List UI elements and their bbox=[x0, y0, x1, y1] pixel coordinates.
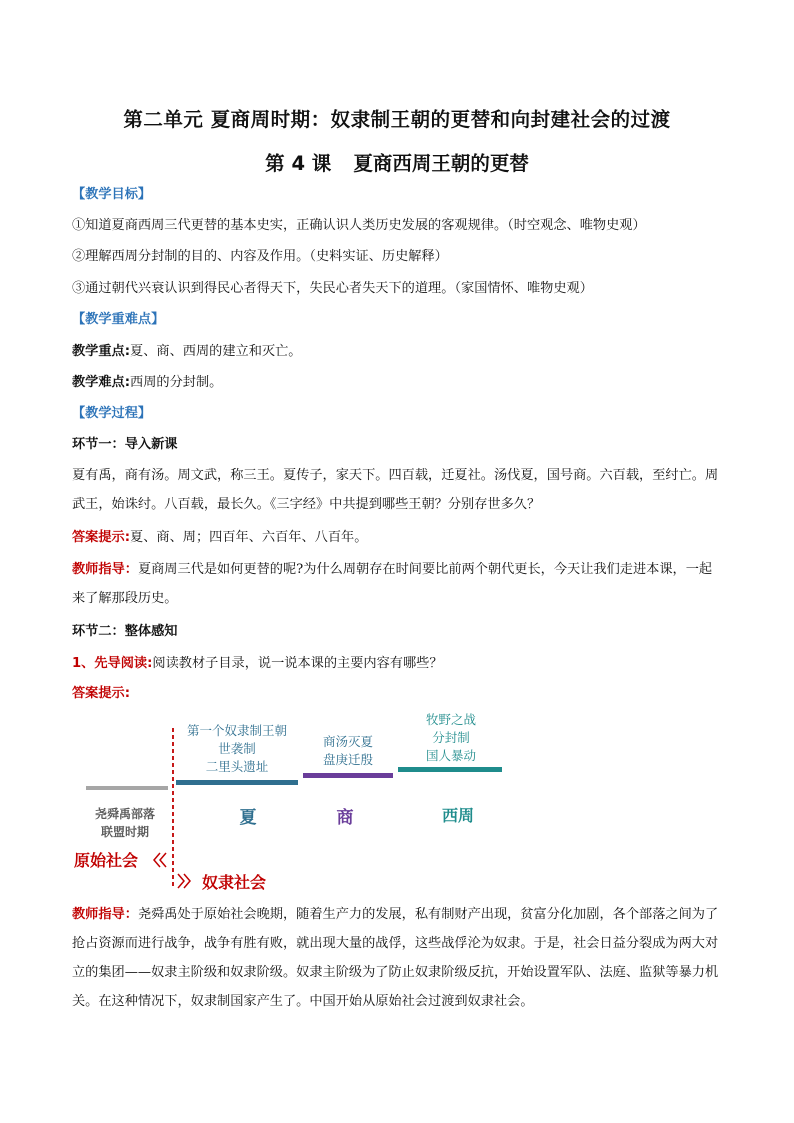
difficulty-text: 西周的分封制。 bbox=[130, 375, 223, 390]
shang-label: 商 bbox=[336, 808, 354, 828]
objective-3: ③通过朝代兴衰认识到得民心者得天下，失民心者失天下的道理。（家国情怀、唯物史观） bbox=[72, 281, 593, 296]
bar-zhou bbox=[398, 767, 502, 772]
step1-guide-label: 教师指导： bbox=[72, 562, 138, 577]
process-heading: 【教学过程】 bbox=[72, 406, 152, 421]
xia-note-1: 第一个奴隶制王朝 bbox=[186, 723, 288, 738]
xia-note-3: 二里头遗址 bbox=[205, 759, 269, 774]
slave-society-label: 奴隶社会 bbox=[202, 873, 267, 892]
step2-label: 环节二：整体感知 bbox=[72, 624, 178, 639]
pre-period-line-2: 联盟时期 bbox=[100, 825, 150, 839]
step2-question-label: 1、先导阅读: bbox=[72, 656, 153, 671]
step1-answer-label: 答案提示: bbox=[72, 530, 131, 545]
xia-label: 夏 bbox=[239, 808, 257, 828]
step2-question-text: 阅读教材子目录，说一说本课的主要内容有哪些？ bbox=[152, 656, 443, 671]
bar-xia bbox=[176, 780, 298, 785]
xia-note-2: 世袭制 bbox=[218, 741, 256, 756]
objective-1: ①知道夏商西周三代更替的基本史实，正确认识人类历史发展的客观规律。（时空观念、唯物史观） bbox=[72, 218, 646, 233]
focus-label: 教学重点: bbox=[72, 344, 131, 359]
bar-shang bbox=[303, 773, 393, 778]
shang-note-1: 商汤灭夏 bbox=[322, 734, 374, 749]
shang-note-2: 盘庚迁殷 bbox=[322, 752, 374, 767]
step2-answer-label: 答案提示: bbox=[72, 686, 131, 701]
left-double-chevron-icon bbox=[154, 853, 166, 867]
zhou-label: 西周 bbox=[441, 806, 475, 825]
step1-label: 环节一：导入新课 bbox=[72, 437, 178, 452]
zhou-note-1: 牧野之战 bbox=[425, 712, 477, 727]
step2-guide-text: 尧舜禹处于原始社会晚期，随着生产力的发展，私有制财产出现，贫富分化加剧，各个部落之间为了抢占资源而进行战争，战争有胜有败，就出现大量的战俘，这些战俘沦为奴隶。于是，社会日益分裂成为两大对立的集团——奴隶主阶级和奴隶阶级。奴隶主阶级为了防止奴隶阶级反抗，开始设置军队、法庭、监狱等暴力机关。在这种情况下，奴隶制国家产生了。中国开始从原始社会过渡到奴隶社会。 bbox=[72, 907, 719, 1009]
lesson-number: 第 4 课 bbox=[265, 152, 332, 175]
step2-guide bbox=[72, 900, 724, 1016]
right-double-chevron-icon bbox=[178, 874, 190, 888]
objectives-heading: 【教学目标】 bbox=[72, 187, 152, 202]
objective-2: ②理解西周分封制的目的、内容及作用。（史料实证、历史解释） bbox=[72, 249, 448, 264]
lesson-name: 夏商西周王朝的更替 bbox=[353, 152, 529, 175]
zhou-note-2: 分封制 bbox=[432, 730, 470, 745]
step2-guide-label: 教师指导： bbox=[72, 907, 138, 922]
step1-guide-text: 夏商周三代是如何更替的呢?为什么周朝存在时间要比前两个朝代更长，今天让我们走进本课，一起来了解那段历史。 bbox=[72, 562, 713, 606]
step1-answer-text: 夏、商、周；四百年、六百年、八百年。 bbox=[130, 530, 368, 545]
primitive-society-label: 原始社会 bbox=[74, 851, 139, 870]
pre-period-line-1: 尧舜禹部落 bbox=[94, 807, 156, 821]
zhou-note-3: 国人暴动 bbox=[425, 748, 477, 763]
unit-title: 第二单元 夏商周时期：奴隶制王朝的更替和向封建社会的过渡 bbox=[123, 108, 671, 131]
difficulty-label: 教学难点: bbox=[72, 375, 131, 390]
focus-text: 夏、商、西周的建立和灭亡。 bbox=[130, 344, 302, 359]
keypoints-heading: 【教学重难点】 bbox=[72, 312, 165, 327]
step1-text: 夏有禹，商有汤。周文武，称三王。夏传子，家天下。四百载，迁夏社。汤伐夏，国号商。六百载，至纣亡。周武王，始诛纣。八百载，最长久。《三字经》中共提到哪些王朝？分别存世多久？ bbox=[72, 468, 719, 512]
bar-pre-period bbox=[86, 786, 168, 790]
